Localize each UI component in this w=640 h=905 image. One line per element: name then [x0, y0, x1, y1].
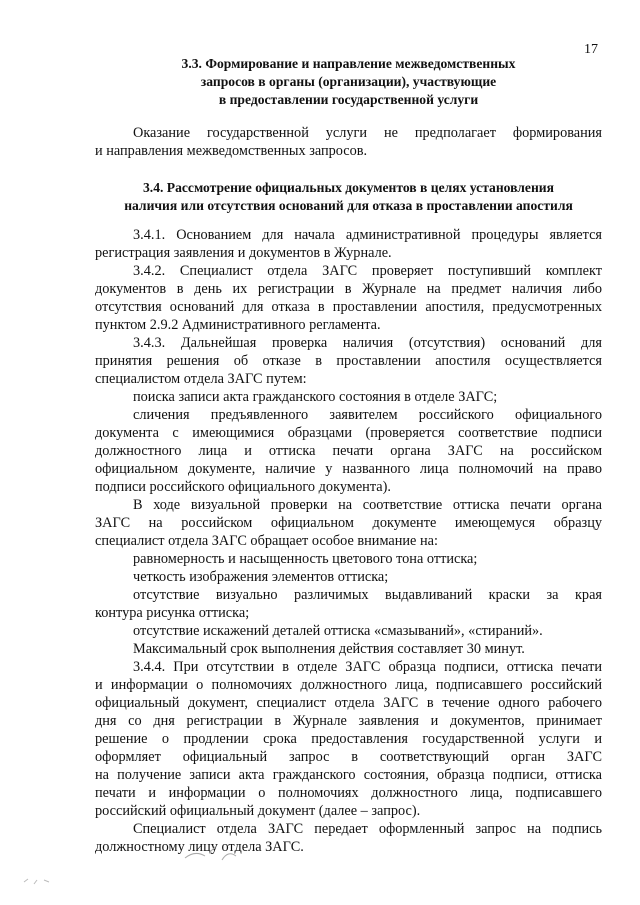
text-line: оформляет официальный запрос в соответствующий орган ЗАГС: [95, 749, 602, 765]
text-line: принятия решения об отказе в проставлении апостиля осуществляется: [95, 353, 602, 369]
text-line: документа с имеющимися образцами (проверяется соответствие подписи: [95, 425, 602, 441]
text-line: четкость изображения элементов оттиска;: [133, 569, 389, 585]
section-3-4-body: [95, 226, 602, 856]
section-3-3-heading: [95, 55, 602, 109]
text-line: 3.4.4. При отсутствии в отделе ЗАГС образца подписи, оттиска печати: [133, 659, 602, 675]
text-line: документов в день их регистрации в Журнале на предмет наличия либо: [95, 281, 602, 297]
heading-line: наличия или отсутствия оснований для отказа в проставлении апостиля: [124, 198, 573, 213]
text-line: отсутствия оснований для отказа в проставлении апостиля, предусмотренных: [95, 299, 602, 315]
heading-line: в предоставлении государственной услуги: [218, 92, 479, 107]
text-line: официальный документ, специалист отдела ЗАГС в течение одного рабочего: [95, 695, 602, 711]
text-line: сличения предъявленного заявителем российского официального: [133, 407, 602, 423]
text-line: регистрация заявления и документов в Журнале.: [95, 245, 392, 261]
text-line: должностному лицу отдела ЗАГС.: [95, 839, 304, 855]
page-number: 17: [584, 42, 598, 57]
text-line: Оказание государственной услуги не предполагает формирования: [133, 125, 602, 141]
text-line: равномерность и насыщенность цветового тона оттиска;: [133, 551, 478, 567]
text-line: поиска записи акта гражданского состояния в отделе ЗАГС;: [133, 389, 498, 405]
text-line: 3.4.1. Основанием для начала административной процедуры является: [133, 227, 602, 243]
heading-line: 3.3. Формирование и направление межведомственных: [181, 56, 516, 71]
scan-mark: [180, 838, 250, 868]
text-line: специалистом отдела ЗАГС путем:: [95, 371, 307, 387]
heading-line: 3.4. Рассмотрение официальных документов в целях установления: [143, 180, 554, 195]
text-line: 3.4.3. Дальнейшая проверка наличия (отсутствия) оснований для: [133, 335, 602, 351]
text-line: и направления межведомственных запросов.: [95, 143, 368, 159]
text-line: Специалист отдела ЗАГС передает оформленный запрос на подпись: [133, 821, 602, 837]
text-line: подписи российского официального документа).: [95, 479, 391, 495]
text-line: В ходе визуальной проверки на соответствие оттиска печати органа: [133, 497, 602, 513]
text-line: и информации о полномочиях должностного лица, подписавшего российский: [95, 677, 602, 693]
text-line: пунктом 2.9.2 Административного регламента.: [95, 317, 381, 333]
text-line: российский официальный документ (далее – запрос).: [95, 803, 421, 819]
section-3-4-heading: [95, 179, 602, 215]
text-line: решение о продлении срока предоставления государственной услуги и: [95, 731, 602, 747]
text-line: контура рисунка оттиска;: [95, 605, 250, 621]
text-line: отсутствие искажений деталей оттиска «смазываний», «стираний».: [133, 623, 543, 639]
text-line: дня со дня регистрации в Журнале заявления и документов, принимает: [95, 713, 602, 729]
scan-mark: [20, 870, 70, 890]
text-line: официальном документе, наличие у названного лица полномочий на право: [95, 461, 602, 477]
text-line: отсутствие визуально различимых выдавливаний краски за края: [133, 587, 602, 603]
text-line: 3.4.2. Специалист отдела ЗАГС проверяет поступивший комплект: [133, 263, 602, 279]
text-line: должностного лица и оттиска печати органа ЗАГС на российском: [95, 443, 602, 459]
text-line: Максимальный срок выполнения действия составляет 30 минут.: [133, 641, 525, 657]
text-line: печати и информации о полномочиях должностного лица, подписавшего: [95, 785, 602, 801]
text-line: ЗАГС на российском официальном документе имеющемуся образцу: [95, 515, 602, 531]
section-3-3-paragraph: [95, 124, 602, 160]
text-line: специалист отдела ЗАГС обращает особое внимание на:: [95, 533, 438, 549]
heading-line: запросов в органы (организации), участвующие: [200, 74, 497, 89]
text-line: на получение записи акта гражданского состояния, образца подписи, оттиска: [95, 767, 602, 783]
